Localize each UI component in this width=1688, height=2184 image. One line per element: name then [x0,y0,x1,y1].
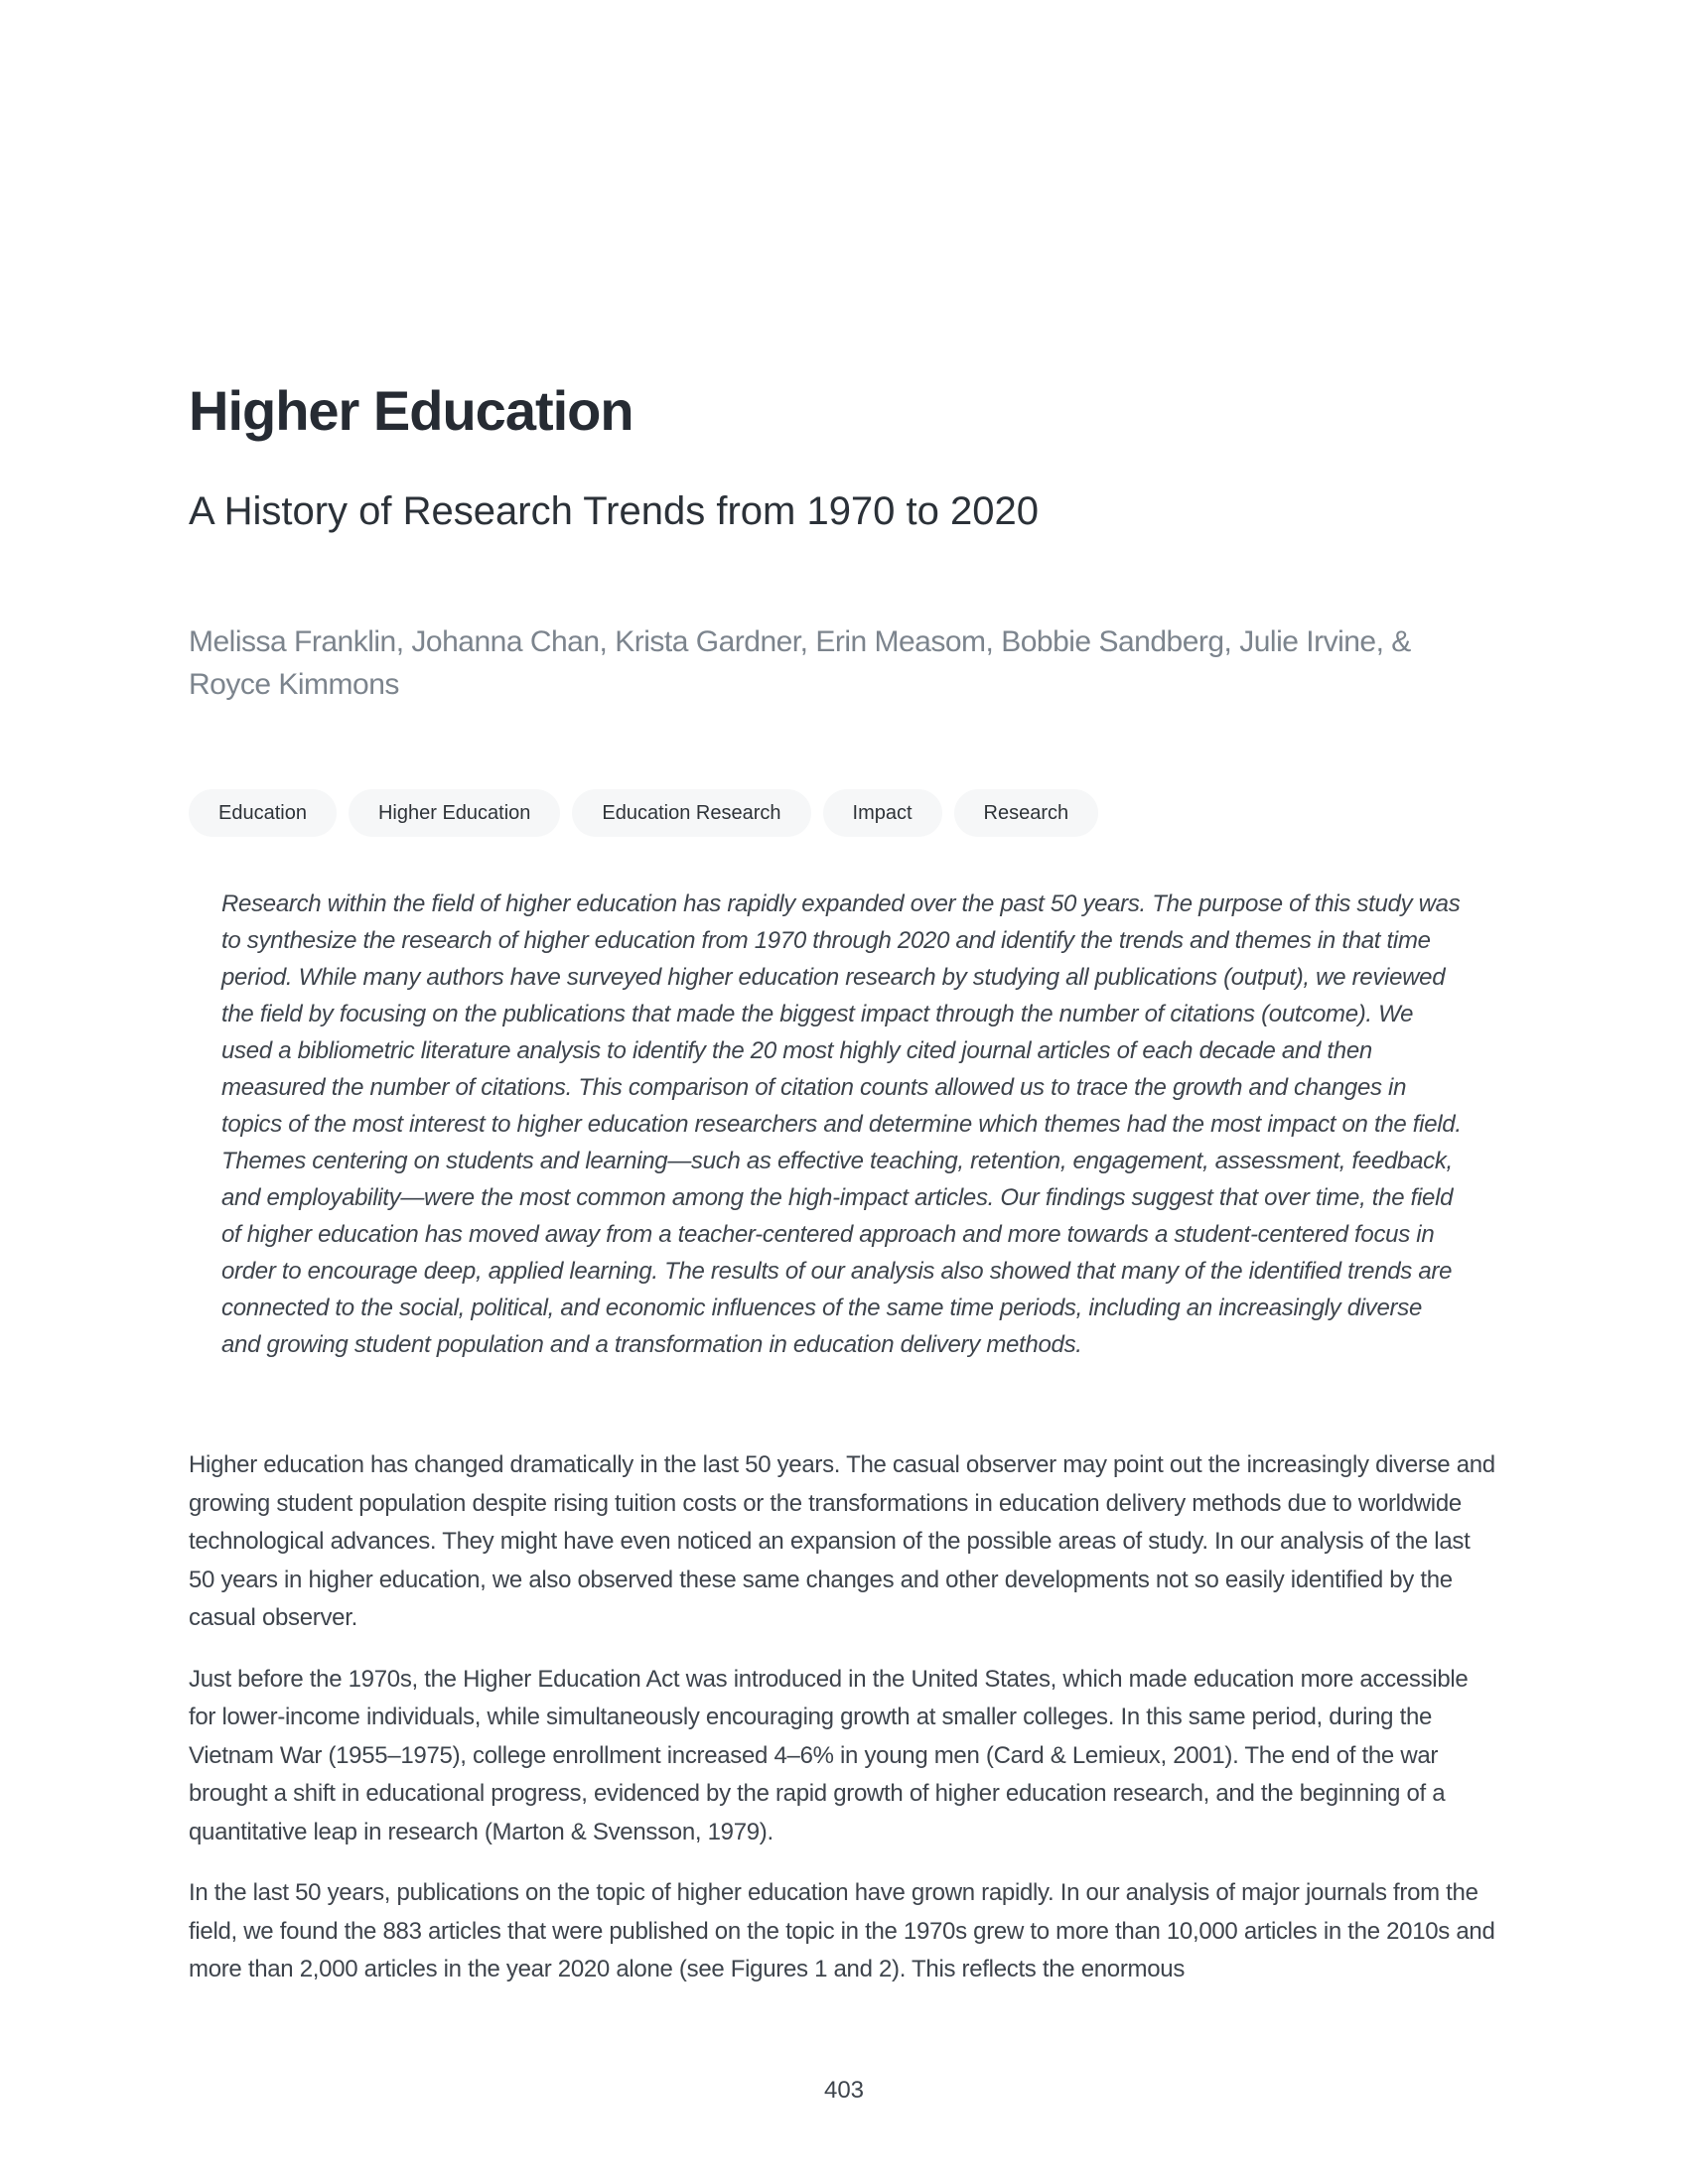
body-paragraph-2: Just before the 1970s, the Higher Education Act was introduced in the United States, which made education more accessible for lower-income individuals, while simultaneously encouraging growth at smaller colleges. In this same period, during the Vietnam War (1955–1975), college enrollment increased 4–6% in young men (Card & Lemieux, 2001). The end of the war brought a shift in educational progress, evidenced by the rapid growth of higher education research, and the beginning of a quantitative leap in research (Marton & Svensson, 1979). [189,1665,1469,1845]
article-body [189,1446,1499,1989]
article-header [189,379,1499,837]
body-paragraph-1: Higher education has changed dramatically in the last 50 years. The casual observer may point out the increasingly diverse and growing student population despite rising tuition costs or the transformations in education delivery methods due to worldwide technological advances. They might have even noticed an expansion of the possible areas of study. In our analysis of the last 50 years in higher education, we also observed these same changes and other developments not so easily identified by the casual observer. [189,1451,1495,1631]
body-paragraph-3: In the last 50 years, publications on the topic of higher education have grown rapidly. In our analysis of major journals from the field, we found the 883 articles that were published on the topic in the 1970s grew to more than 10,000 articles in the 2010s and more than 2,000 articles in the year 2020 alone (see Figures 1 and 2). This reflects the enormous [189,1879,1495,1982]
author-list [189,620,1499,706]
keyword-tag-research[interactable]: Research [954,789,1099,837]
abstract: Research within the field of higher education has rapidly expanded over the past 50 years. The purpose of this study was to synthesize the research of higher education from 1970 through 2020 and identify the trends and themes in that time period. While many authors have surveyed higher education research by studying all publications (output), we reviewed the field by focusing on the publications that made the biggest impact through the number of citations (outcome). We used a bibliometric literature analysis to identify the 20 most highly cited journal articles of each decade and then measured the number of citations. This comparison of citation counts allowed us to trace the growth and changes in topics of the most interest to higher education researchers and determine which themes had the most impact on the field. Themes centering on students and learning—such as effective teaching, retention, engagement, assessment, feedback, and employability—were the most common among the high-impact articles. Our findings suggest that over time, the field of higher education has moved away from a teacher-centered approach and more towards a student-centered focus in order to encourage deep, applied learning. The results of our analysis also showed that many of the identified trends are connected to the social, political, and economic influences of the same time periods, including an increasingly diverse and growing student population and a transformation in education delivery methods. [221,890,1462,1358]
author-line-2: Royce Kimmons [189,668,399,701]
author-line-1: Melissa Franklin, Johanna Chan, Krista Gardner, Erin Measom, Bobbie Sandberg, Julie Irvine, & [189,625,1411,658]
article-subtitle: A History of Research Trends from 1970 to 2020 [189,489,1039,533]
keyword-tag-impact[interactable]: Impact [823,789,942,837]
keyword-tag-higher-education[interactable]: Higher Education [349,789,560,837]
keyword-tags [189,789,1499,837]
keyword-tag-education-research[interactable]: Education Research [572,789,810,837]
article-title: Higher Education [189,379,633,442]
page-number: 403 [823,2077,865,2104]
keyword-tag-education[interactable]: Education [189,789,337,837]
